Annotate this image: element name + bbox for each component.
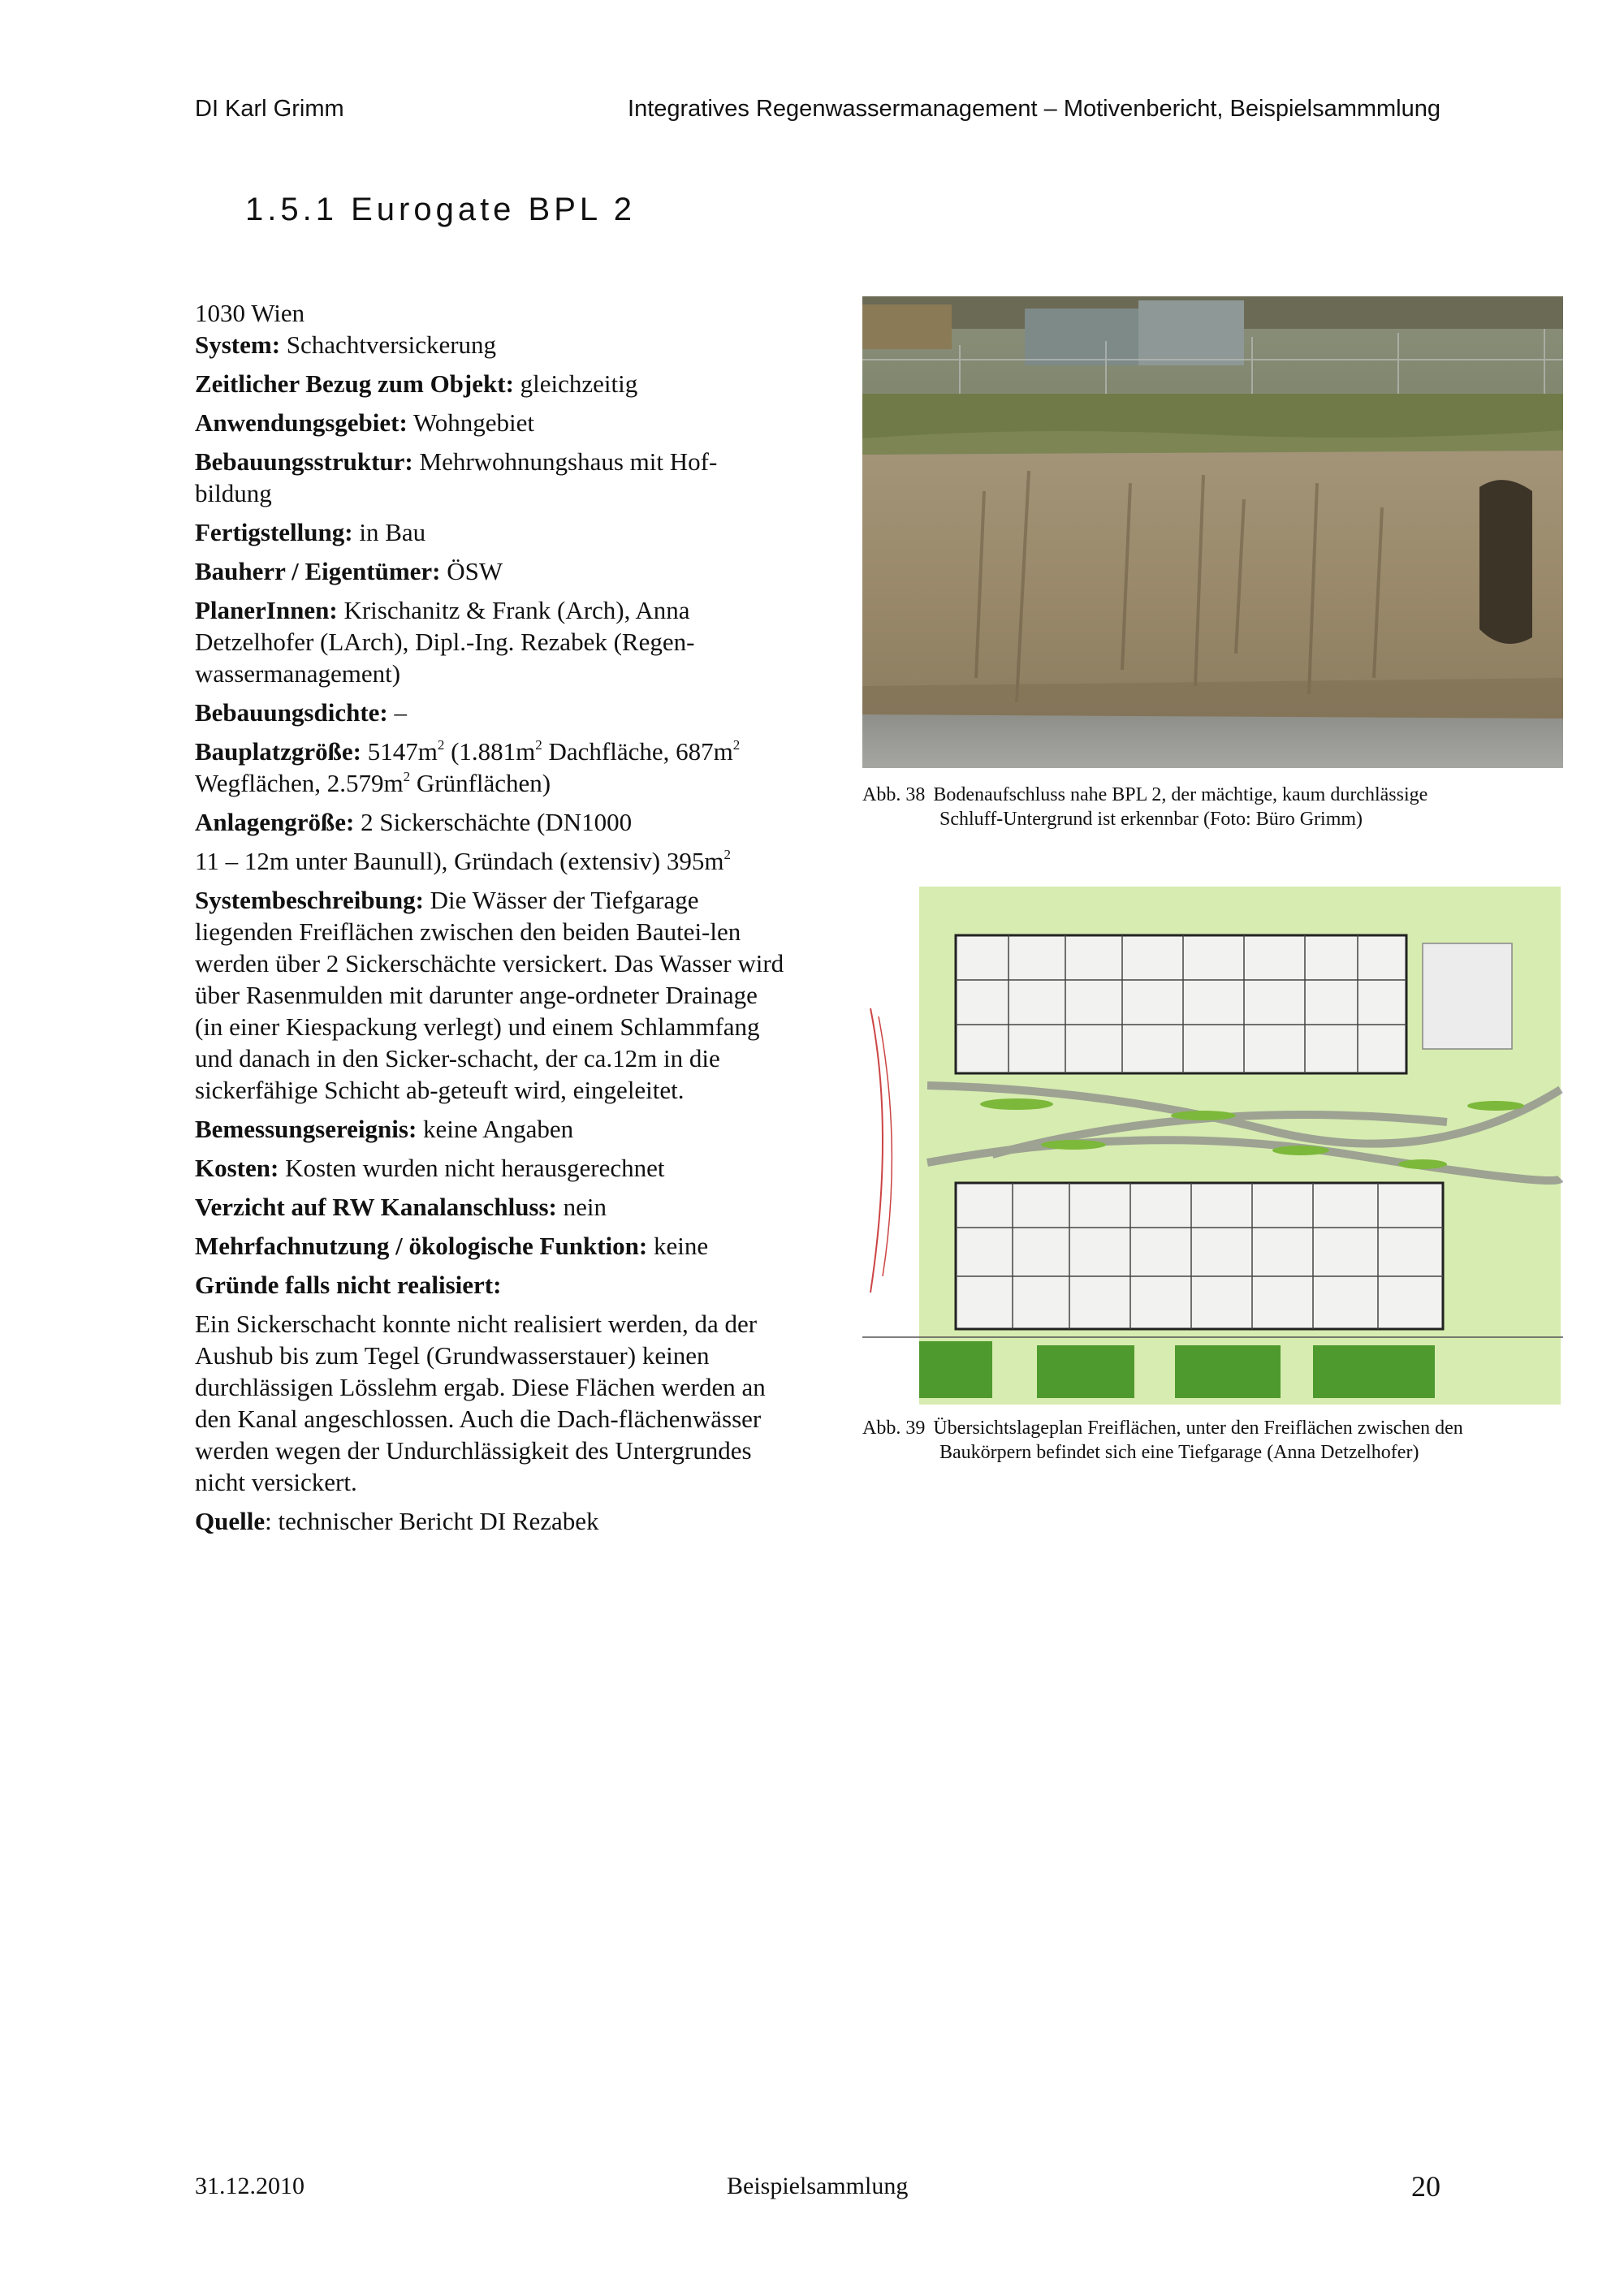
section-title: 1.5.1 Eurogate BPL 2 — [245, 192, 637, 227]
field-quelle: Quelle: technischer Bericht DI Rezabek — [195, 1507, 599, 1535]
site-plan-drawing — [862, 887, 1563, 1405]
field-anlagengroesse-cont: 11 – 12m unter Baunull), Gründach (extensiv) $395m^2$ — [195, 847, 731, 875]
footer-date: 31.12.2010 — [195, 2173, 304, 2199]
field-bebauungsdichte: Bebauungsdichte: – — [195, 698, 407, 727]
field-gruende: Gründe falls nicht realisiert: — [195, 1271, 502, 1299]
field-bauplatzgroesse: Bauplatzgröße: $5147m^2$ ($1.881m^2$ Dachfläche, $687m^2$ Wegflächen, $2.579m^2$ Grünflächen) — [195, 737, 741, 797]
footer-center: Beispielsammlung — [727, 2173, 909, 2199]
field-anwendungsgebiet: Anwendungsgebiet: Wohngebiet — [195, 408, 535, 437]
field-verzicht: Verzicht auf RW Kanalanschluss: nein — [195, 1193, 607, 1221]
soil-exposure-photo — [862, 296, 1563, 768]
field-planerinnen: PlanerInnen: Krischanitz & Frank (Arch), Anna Detzelhofer (LArch), Dipl.-Ing. Rezabek (Regen-wassermanagement) — [195, 596, 695, 688]
gruende-text: Ein Sickerschacht konnte nicht realisiert werden, da der Aushub bis zum Tegel (Grundwasserstauer) keinen durchlässigen Lösslehm ergab. Diese Flächen werden an den Kanal angeschlossen. Auch die Dach-flächenwässer werden wegen der Undurchlässigkeit des Untergrundes nicht versickert. — [195, 1310, 766, 1496]
field-bebauungsstruktur: Bebauungsstruktur: Mehrwohnungshaus mit Hof-bildung — [195, 447, 718, 507]
field-zeitlicher-bezug: Zeitlicher Bezug zum Objekt: gleichzeitig — [195, 369, 638, 398]
field-bauherr: Bauherr / Eigentümer: ÖSW — [195, 557, 503, 585]
field-system: System: Schachtversickerung — [195, 330, 497, 359]
field-mehrfachnutzung: Mehrfachnutzung / ökologische Funktion: keine — [195, 1232, 709, 1260]
header-author: DI Karl Grimm — [195, 96, 344, 122]
field-anlagengroesse: Anlagengröße: 2 Sickerschächte (DN1000 — [195, 808, 633, 836]
field-fertigstellung: Fertigstellung: in Bau — [195, 518, 426, 546]
project-description — [195, 297, 788, 1544]
field-bemessungsereignis: Bemessungsereignis: keine Angaben — [195, 1115, 574, 1143]
figure-39-caption: Abb. 39 Übersichtslageplan Freiflächen, unter den Freiflächen zwischen den Baukörpern befindet sich eine Tiefgarage (Anna Detzelhofer) — [862, 1418, 1463, 1463]
field-systembeschreibung: Systembeschreibung: Die Wässer der Tiefgarage liegenden Freiflächen zwischen den beiden Bautei-len werden über 2 Sickerschächte versickert. Das Wasser wird über Rasenmulden mit darunter ange-ordneter Drainage (in einer Kiespackung verlegt) und einem Schlammfang und danach in den Sicker-schacht, der ca.12m in die sickerfähige Schicht ab-geteuft wird, eingeleitet. — [195, 886, 784, 1104]
header-doc-title: Integratives Regenwassermanagement – Motivenbericht, Beispielsammmlung — [628, 96, 1440, 122]
figure-38-caption: Abb. 38 Bodenaufschluss nahe BPL 2, der mächtige, kaum durchlässige Schluff-Untergrund ist erkennbar (Foto: Büro Grimm) — [862, 784, 1428, 830]
page-number: 20 — [1411, 2170, 1440, 2203]
field-kosten: Kosten: Kosten wurden nicht herausgerechnet — [195, 1154, 665, 1182]
location: 1030 Wien — [195, 299, 305, 327]
